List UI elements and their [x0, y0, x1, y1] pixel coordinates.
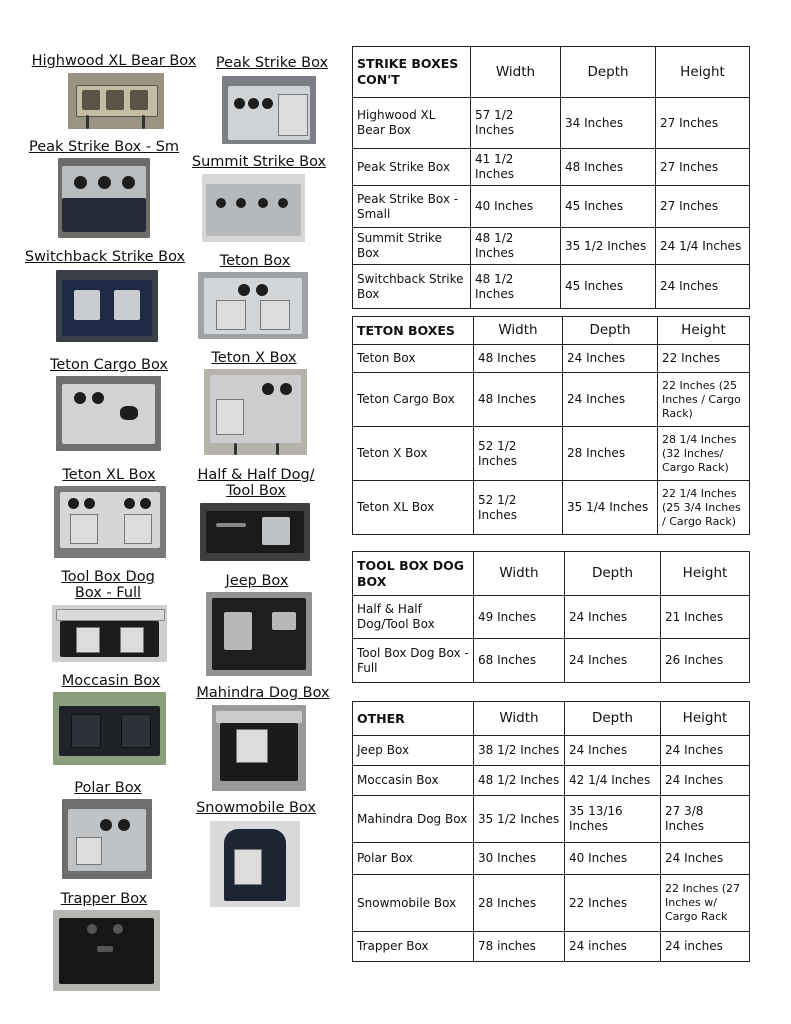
- cell-name: Teton XL Box: [353, 481, 474, 535]
- product-title-link[interactable]: Teton XL Box: [62, 467, 156, 483]
- product-photo-teton: [198, 272, 308, 339]
- col-header-height: Height: [661, 552, 750, 596]
- cell-height: 22 Inches: [658, 345, 750, 373]
- cell-height: 24 1/4 Inches: [656, 228, 750, 265]
- product-photo-mahindra: [212, 705, 306, 791]
- col-header-depth: Depth: [565, 702, 661, 736]
- table-row: [353, 228, 750, 265]
- product-photo-teton-x: [204, 369, 307, 455]
- cell-depth: 45 Inches: [561, 265, 656, 309]
- table-row: [353, 796, 750, 843]
- cell-name: Tool Box Dog Box - Full: [353, 639, 474, 683]
- product-jeep: [220, 573, 294, 589]
- cell-width: 49 Inches: [474, 596, 565, 639]
- cell-height: 22 1/4 Inches (25 3/4 Inches / Cargo Rack): [658, 481, 750, 535]
- cell-name: Teton Box: [353, 345, 474, 373]
- product-highwood: [28, 53, 200, 69]
- product-switchback: [22, 249, 188, 265]
- cell-height: 28 1/4 Inches (32 Inches/ Cargo Rack): [658, 427, 750, 481]
- product-title-link[interactable]: Teton Cargo Box: [49, 357, 169, 373]
- table-row: [353, 345, 750, 373]
- cell-height: 27 Inches: [656, 186, 750, 228]
- cell-depth: 34 Inches: [561, 98, 656, 149]
- table-row: [353, 149, 750, 186]
- table-row: [353, 98, 750, 149]
- product-peak-sm: [24, 139, 184, 155]
- product-photo-summit: [202, 174, 305, 242]
- product-title-link[interactable]: Peak Strike Box: [215, 55, 329, 71]
- table-row: [353, 843, 750, 875]
- cell-name: Peak Strike Box - Small: [353, 186, 471, 228]
- cell-name: Jeep Box: [353, 736, 474, 766]
- product-teton-xl: [54, 467, 164, 483]
- col-header-depth: Depth: [563, 317, 658, 345]
- cell-depth: 22 Inches: [565, 875, 661, 932]
- cell-width: 48 1/2 Inches: [471, 265, 561, 309]
- cell-name: Trapper Box: [353, 932, 474, 962]
- spec-table-other: [352, 701, 750, 962]
- spec-table-tool-box-dog-box: [352, 551, 750, 683]
- table-row: [353, 373, 750, 427]
- product-title-link[interactable]: Summit Strike Box: [191, 154, 327, 170]
- product-photo-half-half: [200, 503, 310, 561]
- cell-name: Teton X Box: [353, 427, 474, 481]
- cell-width: 28 Inches: [474, 875, 565, 932]
- cell-width: 52 1/2 Inches: [474, 427, 563, 481]
- cell-height: 27 3/8 Inches: [661, 796, 750, 843]
- product-title-link[interactable]: Trapper Box: [60, 891, 148, 907]
- cell-width: 52 1/2 Inches: [474, 481, 563, 535]
- product-title-link[interactable]: Tool Box Dog Box - Full: [61, 569, 155, 601]
- cell-width: 38 1/2 Inches: [474, 736, 565, 766]
- cell-width: 48 1/2 Inches: [471, 228, 561, 265]
- product-title-link[interactable]: Switchback Strike Box: [24, 249, 186, 265]
- product-teton-cargo: [46, 357, 172, 373]
- product-title-link[interactable]: Mahindra Dog Box: [196, 685, 330, 701]
- cell-name: Teton Cargo Box: [353, 373, 474, 427]
- product-title-link[interactable]: Peak Strike Box - Sm: [28, 139, 180, 155]
- col-header-height: Height: [656, 47, 750, 98]
- table-row: [353, 766, 750, 796]
- cell-width: 41 1/2 Inches: [471, 149, 561, 186]
- cell-name: Mahindra Dog Box: [353, 796, 474, 843]
- cell-depth: 35 13/16 Inches: [565, 796, 661, 843]
- product-snowmobile: [190, 800, 322, 816]
- product-photo-peak-sm: [58, 158, 150, 238]
- spec-table-teton-boxes: [352, 316, 750, 535]
- cell-depth: 24 Inches: [565, 596, 661, 639]
- table-row: [353, 186, 750, 228]
- cell-height: 24 Inches: [661, 736, 750, 766]
- product-title-link[interactable]: Highwood XL Bear Box: [31, 53, 197, 69]
- product-photo-trapper: [53, 910, 160, 991]
- product-photo-snowmobile: [210, 821, 300, 907]
- product-photo-teton-cargo: [56, 376, 161, 451]
- cell-depth: 24 inches: [565, 932, 661, 962]
- cell-width: 48 Inches: [474, 373, 563, 427]
- col-header-width: Width: [474, 552, 565, 596]
- cell-height: 27 Inches: [656, 149, 750, 186]
- cell-height: 22 Inches (25 Inches / Cargo Rack): [658, 373, 750, 427]
- cell-name: Moccasin Box: [353, 766, 474, 796]
- cell-name: Polar Box: [353, 843, 474, 875]
- cell-depth: 35 1/4 Inches: [563, 481, 658, 535]
- cell-depth: 48 Inches: [561, 149, 656, 186]
- product-trapper: [54, 891, 154, 907]
- cell-height: 24 Inches: [661, 766, 750, 796]
- product-photo-toolbox-full: [52, 605, 167, 662]
- product-photo-jeep: [206, 592, 312, 676]
- product-teton-x: [206, 350, 302, 366]
- cell-name: Switchback Strike Box: [353, 265, 471, 309]
- product-title-link[interactable]: Moccasin Box: [61, 673, 161, 689]
- cell-height: 24 Inches: [661, 843, 750, 875]
- product-toolbox-full: [50, 569, 166, 601]
- product-moccasin: [58, 673, 164, 689]
- cell-depth: 45 Inches: [561, 186, 656, 228]
- product-summit: [190, 154, 328, 170]
- col-header-width: Width: [471, 47, 561, 98]
- table-row: [353, 875, 750, 932]
- product-photo-peak: [222, 76, 316, 144]
- section-title: STRIKE BOXES CON'T: [353, 47, 471, 98]
- table-row: [353, 596, 750, 639]
- cell-name: Snowmobile Box: [353, 875, 474, 932]
- table-row: [353, 639, 750, 683]
- table-row: [353, 736, 750, 766]
- cell-name: Half & Half Dog/Tool Box: [353, 596, 474, 639]
- product-photo-moccasin: [53, 692, 166, 765]
- cell-width: 57 1/2 Inches: [471, 98, 561, 149]
- col-header-depth: Depth: [565, 552, 661, 596]
- cell-width: 35 1/2 Inches: [474, 796, 565, 843]
- spec-table-strike-boxes: [352, 46, 750, 309]
- product-photo-teton-xl: [54, 486, 166, 558]
- section-title: TOOL BOX DOG BOX: [353, 552, 474, 596]
- section-title: OTHER: [353, 702, 474, 736]
- product-photo-highwood: [68, 73, 164, 129]
- col-header-width: Width: [474, 702, 565, 736]
- col-header-depth: Depth: [561, 47, 656, 98]
- product-title-link[interactable]: Jeep Box: [225, 573, 289, 589]
- product-mahindra: [192, 685, 334, 701]
- product-polar: [66, 780, 150, 796]
- product-title-link[interactable]: Polar Box: [74, 780, 142, 796]
- cell-name: Highwood XL Bear Box: [353, 98, 471, 149]
- product-teton: [210, 253, 300, 269]
- table-row: [353, 481, 750, 535]
- cell-height: 24 inches: [661, 932, 750, 962]
- cell-width: 68 Inches: [474, 639, 565, 683]
- cell-width: 48 Inches: [474, 345, 563, 373]
- product-photo-polar: [62, 799, 152, 879]
- cell-name: Peak Strike Box: [353, 149, 471, 186]
- cell-width: 30 Inches: [474, 843, 565, 875]
- cell-height: 26 Inches: [661, 639, 750, 683]
- table-row: [353, 932, 750, 962]
- product-title-link[interactable]: Half & Half Dog/ Tool Box: [197, 467, 315, 499]
- cell-height: 24 Inches: [656, 265, 750, 309]
- cell-width: 40 Inches: [471, 186, 561, 228]
- product-title-link[interactable]: Snowmobile Box: [196, 800, 316, 816]
- cell-depth: 24 Inches: [565, 639, 661, 683]
- col-header-width: Width: [474, 317, 563, 345]
- cell-width: 78 inches: [474, 932, 565, 962]
- product-peak: [212, 55, 332, 71]
- cell-height: 21 Inches: [661, 596, 750, 639]
- product-photo-switchback: [56, 270, 158, 342]
- cell-height: 22 Inches (27 Inches w/ Cargo Rack: [661, 875, 750, 932]
- cell-depth: 24 Inches: [565, 736, 661, 766]
- cell-depth: 24 Inches: [563, 373, 658, 427]
- cell-depth: 42 1/4 Inches: [565, 766, 661, 796]
- cell-depth: 28 Inches: [563, 427, 658, 481]
- cell-width: 48 1/2 Inches: [474, 766, 565, 796]
- table-row: [353, 427, 750, 481]
- product-title-link[interactable]: Teton X Box: [211, 350, 297, 366]
- cell-name: Summit Strike Box: [353, 228, 471, 265]
- table-row: [353, 265, 750, 309]
- section-title: TETON BOXES: [353, 317, 474, 345]
- col-header-height: Height: [661, 702, 750, 736]
- col-header-height: Height: [658, 317, 750, 345]
- cell-depth: 40 Inches: [565, 843, 661, 875]
- product-half-half: [194, 467, 318, 499]
- cell-height: 27 Inches: [656, 98, 750, 149]
- cell-depth: 24 Inches: [563, 345, 658, 373]
- cell-depth: 35 1/2 Inches: [561, 228, 656, 265]
- product-title-link[interactable]: Teton Box: [219, 253, 291, 269]
